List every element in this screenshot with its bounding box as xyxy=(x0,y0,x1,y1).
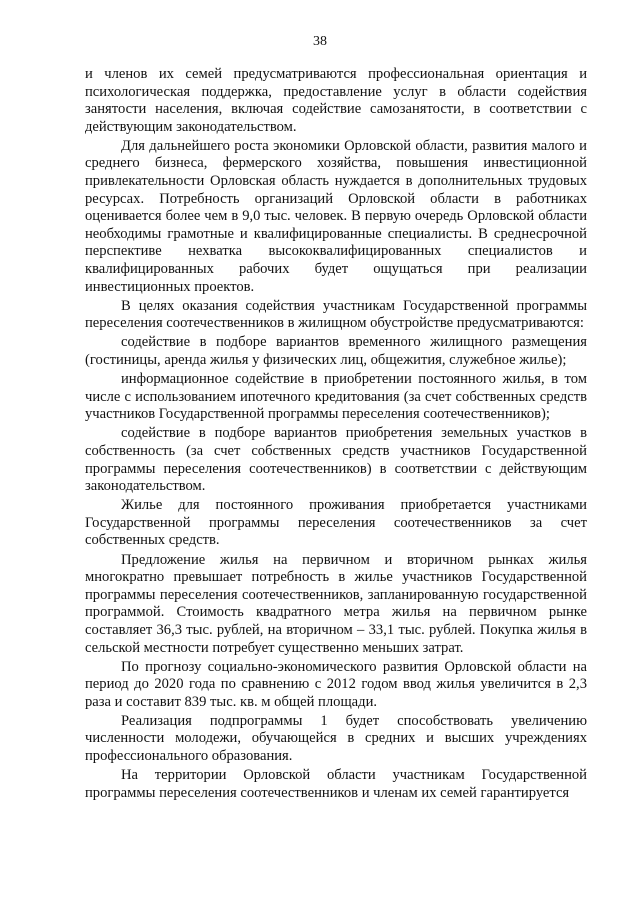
list-item: содействие в подборе вариантов приобретения земельных участков в собственность (за счет собственных средств участников Государственной программы переселения соотечественников) в соответствии с действующим законодательством. xyxy=(85,425,587,495)
paragraph: Предложение жилья на первичном и вторичном рынках жилья многократно превышает потребность в жилье участников Государственной программы переселения соотечественников, запланированную государственной программой. Стоимость квадратного метра жилья на первичном рынке составляет 36,3 тыс. рублей, на вторичном – 33,1 тыс. рублей. Покупка жилья в сельской местности потребует существенно меньших затрат. xyxy=(85,551,587,656)
paragraph: Для дальнейшего роста экономики Орловской области, развития малого и среднего бизнеса, фермерского хозяйства, повышения инвестиционной привлекательности Орловская область нуждается в дополнительных трудовых ресурсах. Потребность организаций Орловской области в работниках оценивается более чем в 9,0 тыс. человек. В первую очередь Орловской области необходимы грамотные и квалифицированные специалисты. В среднесрочной перспективе нехватка высококвалифицированных специалистов и квалифицированных рабочих будет ощущаться при реализации инвестиционных проектов. xyxy=(85,137,587,295)
paragraph: По прогнозу социально-экономического развития Орловской области на период до 2020 года по сравнению с 2012 годом ввод жилья увеличится в 2,3 раза и составит 839 тыс. кв. м общей площади. xyxy=(85,658,587,710)
document-body xyxy=(85,66,587,804)
list-item: содействие в подборе вариантов временного жилищного размещения (гостиницы, аренда жилья у физических лиц, общежития, служебное жилье); xyxy=(85,334,587,368)
paragraph: В целях оказания содействия участникам Государственной программы переселения соотечественников в жилищном обустройстве предусматриваются: xyxy=(85,297,587,332)
page-number: 38 xyxy=(313,34,327,49)
list-item: информационное содействие в приобретении постоянного жилья, в том числе с использованием ипотечного кредитования (за счет собственных средств участников Государственной программы переселения соотечественников); xyxy=(85,371,587,423)
paragraph: Жилье для постоянного проживания приобретается участниками Государственной программы переселения соотечественников за счет собственных средств. xyxy=(85,497,587,549)
paragraph: На территории Орловской области участникам Государственной программы переселения соотечественников и членам их семей гарантируется xyxy=(85,767,587,801)
paragraph: и членов их семей предусматриваются профессиональная ориентация и психологическая поддержка, предоставление услуг в области содействия занятости населения, включая содействие самозанятости, в соответствии с действующим законодательством. xyxy=(85,66,587,135)
paragraph: Реализация подпрограммы 1 будет способствовать увеличению численности молодежи, обучающейся в средних и высших учреждениях профессионального образования. xyxy=(85,712,587,765)
